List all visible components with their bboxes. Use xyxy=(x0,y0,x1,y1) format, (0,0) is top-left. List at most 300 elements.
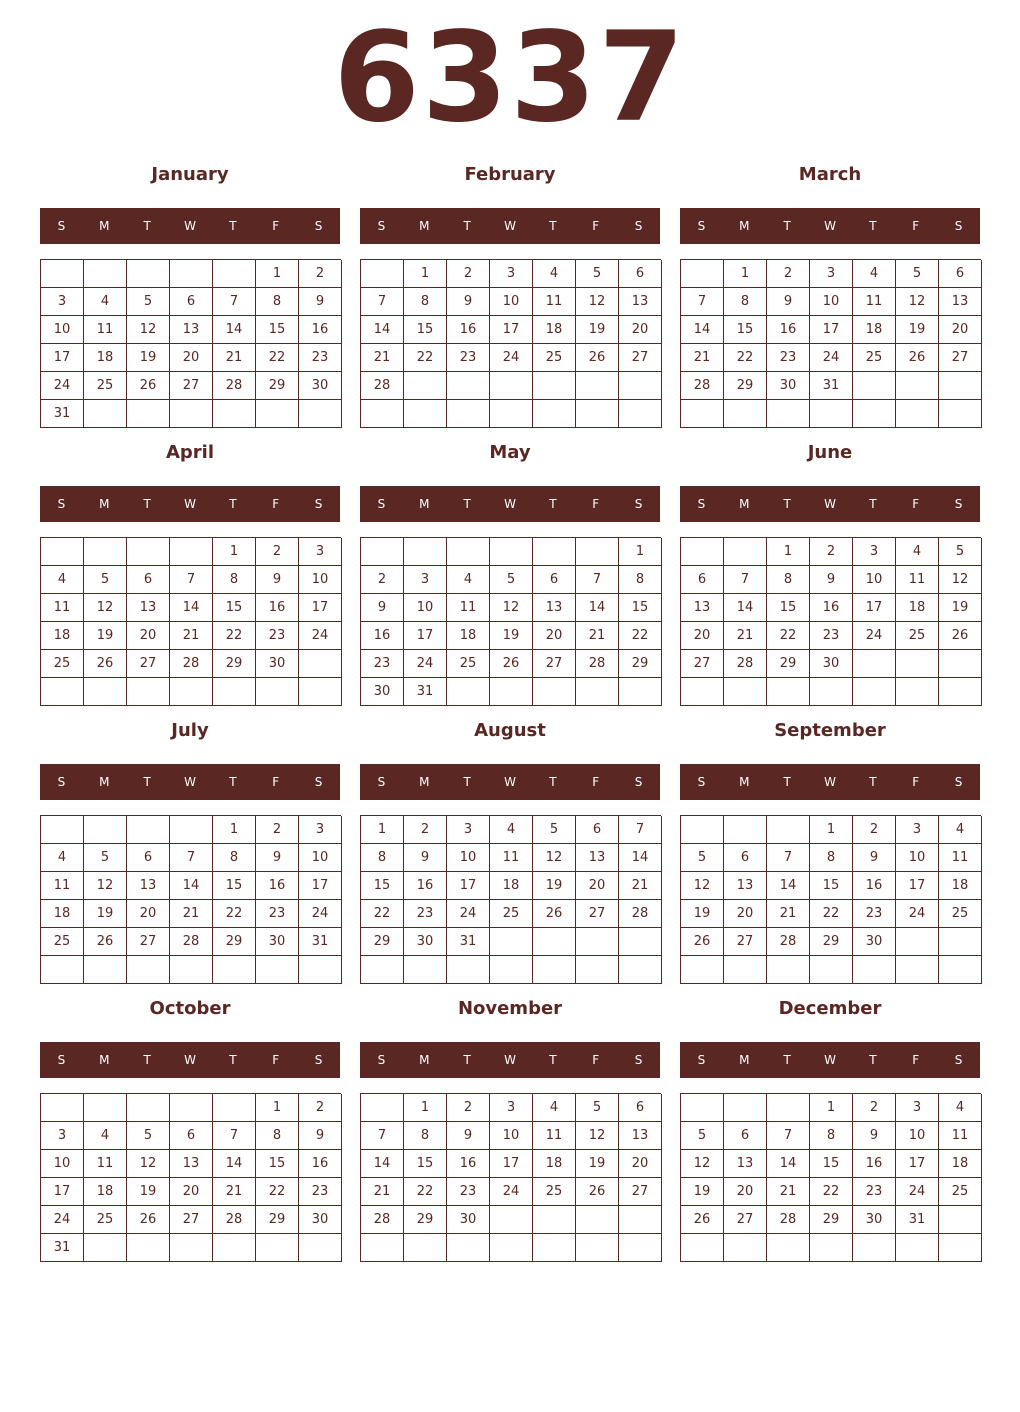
day-cell[interactable]: 30 xyxy=(447,1206,490,1234)
day-cell[interactable]: 25 xyxy=(41,928,84,956)
day-cell[interactable]: 18 xyxy=(447,622,490,650)
day-cell[interactable]: 24 xyxy=(896,1178,939,1206)
day-cell[interactable]: 1 xyxy=(767,538,810,566)
day-cell[interactable]: 3 xyxy=(447,816,490,844)
day-cell[interactable]: 10 xyxy=(490,1122,533,1150)
day-cell[interactable]: 9 xyxy=(256,844,299,872)
day-cell[interactable]: 29 xyxy=(361,928,404,956)
day-cell[interactable]: 15 xyxy=(810,1150,853,1178)
day-cell[interactable]: 25 xyxy=(533,1178,576,1206)
day-cell[interactable]: 12 xyxy=(127,316,170,344)
day-cell[interactable]: 2 xyxy=(810,538,853,566)
day-cell[interactable]: 11 xyxy=(533,1122,576,1150)
day-cell[interactable]: 15 xyxy=(256,316,299,344)
day-cell[interactable]: 31 xyxy=(447,928,490,956)
day-cell[interactable]: 17 xyxy=(447,872,490,900)
day-cell[interactable]: 12 xyxy=(681,872,724,900)
day-cell[interactable]: 19 xyxy=(127,344,170,372)
day-cell[interactable]: 7 xyxy=(619,816,662,844)
day-cell[interactable]: 26 xyxy=(84,650,127,678)
day-cell[interactable]: 16 xyxy=(447,316,490,344)
day-cell[interactable]: 5 xyxy=(84,844,127,872)
day-cell[interactable]: 6 xyxy=(576,816,619,844)
day-cell[interactable]: 25 xyxy=(84,372,127,400)
day-cell[interactable]: 13 xyxy=(724,872,767,900)
day-cell[interactable]: 24 xyxy=(404,650,447,678)
day-cell[interactable]: 8 xyxy=(404,288,447,316)
day-cell[interactable]: 30 xyxy=(299,372,342,400)
day-cell[interactable]: 18 xyxy=(41,622,84,650)
day-cell[interactable]: 26 xyxy=(681,928,724,956)
day-cell[interactable]: 12 xyxy=(681,1150,724,1178)
day-cell[interactable]: 8 xyxy=(619,566,662,594)
day-cell[interactable]: 28 xyxy=(213,1206,256,1234)
day-cell[interactable]: 1 xyxy=(213,816,256,844)
day-cell[interactable]: 8 xyxy=(724,288,767,316)
day-cell[interactable]: 29 xyxy=(256,1206,299,1234)
day-cell[interactable]: 16 xyxy=(404,872,447,900)
day-cell[interactable]: 17 xyxy=(810,316,853,344)
day-cell[interactable]: 7 xyxy=(724,566,767,594)
day-cell[interactable]: 13 xyxy=(939,288,982,316)
day-cell[interactable]: 16 xyxy=(447,1150,490,1178)
day-cell[interactable]: 15 xyxy=(404,1150,447,1178)
day-cell[interactable]: 8 xyxy=(810,1122,853,1150)
day-cell[interactable]: 10 xyxy=(490,288,533,316)
day-cell[interactable]: 13 xyxy=(619,1122,662,1150)
day-cell[interactable]: 21 xyxy=(213,344,256,372)
day-cell[interactable]: 9 xyxy=(767,288,810,316)
day-cell[interactable]: 16 xyxy=(810,594,853,622)
day-cell[interactable]: 9 xyxy=(361,594,404,622)
day-cell[interactable]: 12 xyxy=(127,1150,170,1178)
day-cell[interactable]: 4 xyxy=(84,1122,127,1150)
day-cell[interactable]: 31 xyxy=(41,400,84,428)
day-cell[interactable]: 27 xyxy=(724,928,767,956)
day-cell[interactable]: 23 xyxy=(256,900,299,928)
day-cell[interactable]: 5 xyxy=(681,844,724,872)
day-cell[interactable]: 23 xyxy=(299,1178,342,1206)
day-cell[interactable]: 10 xyxy=(447,844,490,872)
day-cell[interactable]: 8 xyxy=(361,844,404,872)
day-cell[interactable]: 30 xyxy=(361,678,404,706)
day-cell[interactable]: 16 xyxy=(853,1150,896,1178)
day-cell[interactable]: 17 xyxy=(896,1150,939,1178)
day-cell[interactable]: 25 xyxy=(853,344,896,372)
day-cell[interactable]: 3 xyxy=(299,538,342,566)
day-cell[interactable]: 30 xyxy=(299,1206,342,1234)
day-cell[interactable]: 9 xyxy=(853,844,896,872)
day-cell[interactable]: 1 xyxy=(404,1094,447,1122)
day-cell[interactable]: 27 xyxy=(724,1206,767,1234)
day-cell[interactable]: 1 xyxy=(810,1094,853,1122)
day-cell[interactable]: 31 xyxy=(404,678,447,706)
day-cell[interactable]: 23 xyxy=(767,344,810,372)
day-cell[interactable]: 13 xyxy=(724,1150,767,1178)
day-cell[interactable]: 22 xyxy=(619,622,662,650)
day-cell[interactable]: 19 xyxy=(576,1150,619,1178)
day-cell[interactable]: 5 xyxy=(127,288,170,316)
day-cell[interactable]: 17 xyxy=(490,1150,533,1178)
day-cell[interactable]: 5 xyxy=(84,566,127,594)
day-cell[interactable]: 5 xyxy=(490,566,533,594)
day-cell[interactable]: 27 xyxy=(619,344,662,372)
day-cell[interactable]: 29 xyxy=(810,928,853,956)
day-cell[interactable]: 29 xyxy=(724,372,767,400)
day-cell[interactable]: 4 xyxy=(41,566,84,594)
day-cell[interactable]: 27 xyxy=(127,928,170,956)
day-cell[interactable]: 11 xyxy=(939,1122,982,1150)
day-cell[interactable]: 23 xyxy=(404,900,447,928)
day-cell[interactable]: 7 xyxy=(170,844,213,872)
day-cell[interactable]: 21 xyxy=(361,344,404,372)
day-cell[interactable]: 26 xyxy=(490,650,533,678)
day-cell[interactable]: 14 xyxy=(767,872,810,900)
day-cell[interactable]: 20 xyxy=(576,872,619,900)
day-cell[interactable]: 9 xyxy=(447,288,490,316)
day-cell[interactable]: 26 xyxy=(681,1206,724,1234)
day-cell[interactable]: 3 xyxy=(490,1094,533,1122)
day-cell[interactable]: 24 xyxy=(447,900,490,928)
day-cell[interactable]: 19 xyxy=(84,622,127,650)
day-cell[interactable]: 29 xyxy=(767,650,810,678)
day-cell[interactable]: 14 xyxy=(170,872,213,900)
day-cell[interactable]: 20 xyxy=(619,316,662,344)
day-cell[interactable]: 26 xyxy=(896,344,939,372)
day-cell[interactable]: 24 xyxy=(490,344,533,372)
day-cell[interactable]: 4 xyxy=(853,260,896,288)
day-cell[interactable]: 14 xyxy=(767,1150,810,1178)
day-cell[interactable]: 31 xyxy=(810,372,853,400)
day-cell[interactable]: 1 xyxy=(619,538,662,566)
day-cell[interactable]: 18 xyxy=(490,872,533,900)
day-cell[interactable]: 4 xyxy=(939,1094,982,1122)
day-cell[interactable]: 6 xyxy=(619,260,662,288)
day-cell[interactable]: 19 xyxy=(576,316,619,344)
day-cell[interactable]: 14 xyxy=(361,316,404,344)
day-cell[interactable]: 2 xyxy=(256,538,299,566)
day-cell[interactable]: 25 xyxy=(84,1206,127,1234)
day-cell[interactable]: 7 xyxy=(213,1122,256,1150)
day-cell[interactable]: 19 xyxy=(490,622,533,650)
day-cell[interactable]: 28 xyxy=(681,372,724,400)
day-cell[interactable]: 25 xyxy=(41,650,84,678)
day-cell[interactable]: 21 xyxy=(619,872,662,900)
day-cell[interactable]: 11 xyxy=(853,288,896,316)
day-cell[interactable]: 24 xyxy=(490,1178,533,1206)
day-cell[interactable]: 7 xyxy=(576,566,619,594)
day-cell[interactable]: 11 xyxy=(533,288,576,316)
day-cell[interactable]: 3 xyxy=(41,1122,84,1150)
day-cell[interactable]: 4 xyxy=(84,288,127,316)
day-cell[interactable]: 10 xyxy=(853,566,896,594)
day-cell[interactable]: 13 xyxy=(127,594,170,622)
day-cell[interactable]: 22 xyxy=(256,344,299,372)
day-cell[interactable]: 16 xyxy=(299,316,342,344)
day-cell[interactable]: 13 xyxy=(127,872,170,900)
day-cell[interactable]: 5 xyxy=(896,260,939,288)
day-cell[interactable]: 12 xyxy=(576,1122,619,1150)
day-cell[interactable]: 12 xyxy=(896,288,939,316)
day-cell[interactable]: 5 xyxy=(533,816,576,844)
day-cell[interactable]: 21 xyxy=(681,344,724,372)
day-cell[interactable]: 22 xyxy=(361,900,404,928)
day-cell[interactable]: 10 xyxy=(299,844,342,872)
day-cell[interactable]: 12 xyxy=(84,872,127,900)
day-cell[interactable]: 3 xyxy=(810,260,853,288)
day-cell[interactable]: 6 xyxy=(170,1122,213,1150)
day-cell[interactable]: 4 xyxy=(533,260,576,288)
day-cell[interactable]: 29 xyxy=(213,928,256,956)
day-cell[interactable]: 18 xyxy=(853,316,896,344)
day-cell[interactable]: 10 xyxy=(41,316,84,344)
day-cell[interactable]: 29 xyxy=(404,1206,447,1234)
day-cell[interactable]: 28 xyxy=(213,372,256,400)
day-cell[interactable]: 28 xyxy=(361,1206,404,1234)
day-cell[interactable]: 26 xyxy=(127,372,170,400)
day-cell[interactable]: 22 xyxy=(213,622,256,650)
day-cell[interactable]: 11 xyxy=(84,1150,127,1178)
day-cell[interactable]: 28 xyxy=(619,900,662,928)
day-cell[interactable]: 14 xyxy=(681,316,724,344)
day-cell[interactable]: 9 xyxy=(299,1122,342,1150)
day-cell[interactable]: 9 xyxy=(404,844,447,872)
day-cell[interactable]: 2 xyxy=(404,816,447,844)
day-cell[interactable]: 12 xyxy=(939,566,982,594)
day-cell[interactable]: 15 xyxy=(213,594,256,622)
day-cell[interactable]: 2 xyxy=(256,816,299,844)
day-cell[interactable]: 11 xyxy=(490,844,533,872)
day-cell[interactable]: 1 xyxy=(810,816,853,844)
day-cell[interactable]: 18 xyxy=(896,594,939,622)
day-cell[interactable]: 16 xyxy=(361,622,404,650)
day-cell[interactable]: 7 xyxy=(767,1122,810,1150)
day-cell[interactable]: 25 xyxy=(939,1178,982,1206)
day-cell[interactable]: 31 xyxy=(299,928,342,956)
day-cell[interactable]: 18 xyxy=(939,872,982,900)
day-cell[interactable]: 15 xyxy=(256,1150,299,1178)
day-cell[interactable]: 22 xyxy=(724,344,767,372)
day-cell[interactable]: 18 xyxy=(84,344,127,372)
day-cell[interactable]: 20 xyxy=(170,344,213,372)
day-cell[interactable]: 1 xyxy=(213,538,256,566)
day-cell[interactable]: 6 xyxy=(619,1094,662,1122)
day-cell[interactable]: 8 xyxy=(810,844,853,872)
day-cell[interactable]: 2 xyxy=(361,566,404,594)
day-cell[interactable]: 26 xyxy=(576,344,619,372)
day-cell[interactable]: 19 xyxy=(681,1178,724,1206)
day-cell[interactable]: 13 xyxy=(681,594,724,622)
day-cell[interactable]: 8 xyxy=(256,1122,299,1150)
day-cell[interactable]: 11 xyxy=(447,594,490,622)
day-cell[interactable]: 15 xyxy=(767,594,810,622)
day-cell[interactable]: 3 xyxy=(404,566,447,594)
day-cell[interactable]: 20 xyxy=(619,1150,662,1178)
day-cell[interactable]: 2 xyxy=(299,1094,342,1122)
day-cell[interactable]: 31 xyxy=(896,1206,939,1234)
day-cell[interactable]: 6 xyxy=(533,566,576,594)
day-cell[interactable]: 17 xyxy=(41,344,84,372)
day-cell[interactable]: 23 xyxy=(447,344,490,372)
day-cell[interactable]: 13 xyxy=(619,288,662,316)
day-cell[interactable]: 27 xyxy=(939,344,982,372)
day-cell[interactable]: 27 xyxy=(170,1206,213,1234)
day-cell[interactable]: 17 xyxy=(41,1178,84,1206)
day-cell[interactable]: 24 xyxy=(853,622,896,650)
day-cell[interactable]: 20 xyxy=(724,1178,767,1206)
day-cell[interactable]: 21 xyxy=(361,1178,404,1206)
day-cell[interactable]: 5 xyxy=(939,538,982,566)
day-cell[interactable]: 20 xyxy=(724,900,767,928)
day-cell[interactable]: 24 xyxy=(41,372,84,400)
day-cell[interactable]: 6 xyxy=(127,566,170,594)
day-cell[interactable]: 8 xyxy=(767,566,810,594)
day-cell[interactable]: 25 xyxy=(939,900,982,928)
day-cell[interactable]: 15 xyxy=(361,872,404,900)
day-cell[interactable]: 4 xyxy=(41,844,84,872)
day-cell[interactable]: 22 xyxy=(256,1178,299,1206)
day-cell[interactable]: 15 xyxy=(404,316,447,344)
day-cell[interactable]: 23 xyxy=(299,344,342,372)
day-cell[interactable]: 23 xyxy=(810,622,853,650)
day-cell[interactable]: 19 xyxy=(533,872,576,900)
day-cell[interactable]: 26 xyxy=(84,928,127,956)
day-cell[interactable]: 7 xyxy=(213,288,256,316)
day-cell[interactable]: 18 xyxy=(41,900,84,928)
day-cell[interactable]: 15 xyxy=(810,872,853,900)
day-cell[interactable]: 1 xyxy=(256,260,299,288)
day-cell[interactable]: 21 xyxy=(170,622,213,650)
day-cell[interactable]: 8 xyxy=(213,844,256,872)
day-cell[interactable]: 28 xyxy=(170,650,213,678)
day-cell[interactable]: 25 xyxy=(447,650,490,678)
day-cell[interactable]: 20 xyxy=(939,316,982,344)
day-cell[interactable]: 10 xyxy=(404,594,447,622)
day-cell[interactable]: 3 xyxy=(490,260,533,288)
day-cell[interactable]: 17 xyxy=(299,872,342,900)
day-cell[interactable]: 19 xyxy=(681,900,724,928)
day-cell[interactable]: 5 xyxy=(576,260,619,288)
day-cell[interactable]: 28 xyxy=(170,928,213,956)
day-cell[interactable]: 14 xyxy=(361,1150,404,1178)
day-cell[interactable]: 3 xyxy=(41,288,84,316)
day-cell[interactable]: 22 xyxy=(404,1178,447,1206)
day-cell[interactable]: 6 xyxy=(724,1122,767,1150)
day-cell[interactable]: 22 xyxy=(810,1178,853,1206)
day-cell[interactable]: 4 xyxy=(490,816,533,844)
day-cell[interactable]: 5 xyxy=(127,1122,170,1150)
day-cell[interactable]: 3 xyxy=(853,538,896,566)
day-cell[interactable]: 1 xyxy=(256,1094,299,1122)
day-cell[interactable]: 21 xyxy=(170,900,213,928)
day-cell[interactable]: 7 xyxy=(767,844,810,872)
day-cell[interactable]: 14 xyxy=(724,594,767,622)
day-cell[interactable]: 30 xyxy=(256,928,299,956)
day-cell[interactable]: 3 xyxy=(896,1094,939,1122)
day-cell[interactable]: 29 xyxy=(619,650,662,678)
day-cell[interactable]: 27 xyxy=(619,1178,662,1206)
day-cell[interactable]: 26 xyxy=(576,1178,619,1206)
day-cell[interactable]: 13 xyxy=(170,1150,213,1178)
day-cell[interactable]: 13 xyxy=(170,316,213,344)
day-cell[interactable]: 30 xyxy=(404,928,447,956)
day-cell[interactable]: 9 xyxy=(810,566,853,594)
day-cell[interactable]: 12 xyxy=(576,288,619,316)
day-cell[interactable]: 18 xyxy=(533,1150,576,1178)
day-cell[interactable]: 28 xyxy=(361,372,404,400)
day-cell[interactable]: 4 xyxy=(447,566,490,594)
day-cell[interactable]: 18 xyxy=(533,316,576,344)
day-cell[interactable]: 6 xyxy=(681,566,724,594)
day-cell[interactable]: 30 xyxy=(256,650,299,678)
day-cell[interactable]: 17 xyxy=(853,594,896,622)
day-cell[interactable]: 22 xyxy=(810,900,853,928)
day-cell[interactable]: 9 xyxy=(853,1122,896,1150)
day-cell[interactable]: 21 xyxy=(724,622,767,650)
day-cell[interactable]: 28 xyxy=(767,928,810,956)
day-cell[interactable]: 17 xyxy=(404,622,447,650)
day-cell[interactable]: 14 xyxy=(213,316,256,344)
day-cell[interactable]: 15 xyxy=(724,316,767,344)
day-cell[interactable]: 10 xyxy=(41,1150,84,1178)
day-cell[interactable]: 27 xyxy=(170,372,213,400)
day-cell[interactable]: 18 xyxy=(939,1150,982,1178)
day-cell[interactable]: 29 xyxy=(810,1206,853,1234)
day-cell[interactable]: 24 xyxy=(41,1206,84,1234)
day-cell[interactable]: 7 xyxy=(681,288,724,316)
day-cell[interactable]: 12 xyxy=(84,594,127,622)
day-cell[interactable]: 11 xyxy=(41,872,84,900)
day-cell[interactable]: 10 xyxy=(299,566,342,594)
day-cell[interactable]: 30 xyxy=(853,928,896,956)
day-cell[interactable]: 21 xyxy=(213,1178,256,1206)
day-cell[interactable]: 11 xyxy=(84,316,127,344)
day-cell[interactable]: 2 xyxy=(853,816,896,844)
day-cell[interactable]: 2 xyxy=(299,260,342,288)
day-cell[interactable]: 28 xyxy=(767,1206,810,1234)
day-cell[interactable]: 23 xyxy=(853,900,896,928)
day-cell[interactable]: 26 xyxy=(533,900,576,928)
day-cell[interactable]: 21 xyxy=(767,1178,810,1206)
day-cell[interactable]: 14 xyxy=(576,594,619,622)
day-cell[interactable]: 23 xyxy=(256,622,299,650)
day-cell[interactable]: 13 xyxy=(533,594,576,622)
day-cell[interactable]: 24 xyxy=(896,900,939,928)
day-cell[interactable]: 5 xyxy=(681,1122,724,1150)
day-cell[interactable]: 19 xyxy=(939,594,982,622)
day-cell[interactable]: 12 xyxy=(533,844,576,872)
day-cell[interactable]: 6 xyxy=(939,260,982,288)
day-cell[interactable]: 30 xyxy=(810,650,853,678)
day-cell[interactable]: 21 xyxy=(767,900,810,928)
day-cell[interactable]: 17 xyxy=(896,872,939,900)
day-cell[interactable]: 13 xyxy=(576,844,619,872)
day-cell[interactable]: 15 xyxy=(213,872,256,900)
day-cell[interactable]: 8 xyxy=(213,566,256,594)
day-cell[interactable]: 23 xyxy=(447,1178,490,1206)
day-cell[interactable]: 16 xyxy=(299,1150,342,1178)
day-cell[interactable]: 7 xyxy=(361,1122,404,1150)
day-cell[interactable]: 4 xyxy=(939,816,982,844)
day-cell[interactable]: 22 xyxy=(213,900,256,928)
day-cell[interactable]: 23 xyxy=(361,650,404,678)
day-cell[interactable]: 5 xyxy=(576,1094,619,1122)
day-cell[interactable]: 22 xyxy=(404,344,447,372)
day-cell[interactable]: 10 xyxy=(896,844,939,872)
day-cell[interactable]: 27 xyxy=(127,650,170,678)
day-cell[interactable]: 1 xyxy=(724,260,767,288)
day-cell[interactable]: 6 xyxy=(724,844,767,872)
